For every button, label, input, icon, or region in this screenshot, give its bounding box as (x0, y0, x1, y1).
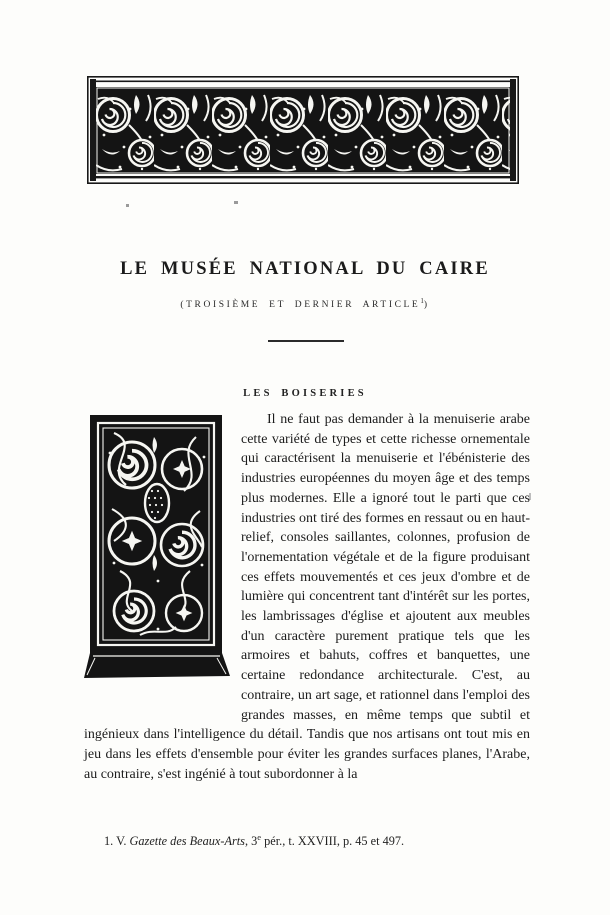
footnote-number: 1. (104, 834, 114, 849)
footnote-reference-mark: 1 (420, 297, 424, 305)
subtitle-close-paren: ) (423, 300, 430, 311)
article-subtitle (0, 297, 610, 310)
subtitle-text: (TROISIÈME ET DERNIER ARTICLE (180, 300, 421, 311)
article-body (84, 410, 530, 784)
section-heading: LES BOISERIES (243, 387, 367, 399)
footnote-journal-title: Gazette des Beaux-Arts (129, 834, 245, 849)
ornamental-panel-figure (84, 413, 232, 715)
header-ornament-figure (87, 76, 519, 184)
footnote-volume: , 3 (244, 834, 258, 849)
scan-speck (126, 204, 129, 207)
arabesque-frieze-icon (87, 76, 519, 184)
footnote (84, 829, 530, 849)
article-paragraph: Il ne faut pas demander à la menuiserie arabe cette variété de types et cette richesse ornementale qui caractérisent la menuiserie et l'ébénisterie des industries européennes du moyen âge et des temps plus modernes. Elle a ignoré tout le parti que ces industries ont tiré des formes en ressaut ou en haut-relief, consoles saillantes, colonnes, profusion de l'ornementation végétale et de la figure produisant ces effets mouvementés et ces jeux d'ombre et de lumière qui concentrent tant d'intérêt sur les portes, les lambrissages d'église et ajoutent aux meubles d'un caractère purement pratique tels que les armoires et bahuts, coffres et banquettes, une certaine redondance architecturale. C'est, au contraire, un art sage, et rationnel dans l'emploi des grandes masses, en même temps que subtil et ingénieux dans l'intelligence du détail. Tandis que nos artisans ont tout mis en jeu dans les effets d'ensemble pour éviter les grandes surfaces planes, l'Arabe, au contraire, s'est ingénié à tout subordonner à la (84, 412, 530, 782)
title-divider-rule (268, 340, 344, 342)
footnote-prefix: V. (113, 834, 130, 849)
footnote-volume-superscript: e (257, 832, 262, 842)
footnote-pages: pér., t. XXVIII, p. 45 et 497. (261, 834, 405, 849)
arabesque-panel-icon (84, 413, 232, 691)
article-title: LE MUSÉE NATIONAL DU CAIRE (120, 259, 490, 280)
scan-speck (234, 201, 238, 204)
